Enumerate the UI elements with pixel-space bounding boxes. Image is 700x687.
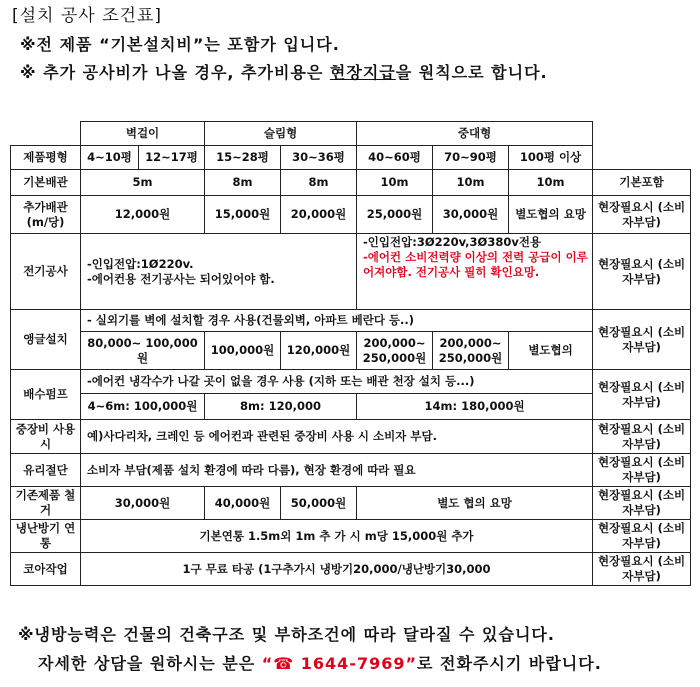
angle-cell: 120,000원 (281, 332, 357, 370)
table-row-angle-prices (11, 332, 691, 370)
angle-cell: 200,000~ 250,000원 (433, 332, 509, 370)
electric-warning: -에어컨 소비전력량 이상의 전력 공급이 이루어져야함. 전기공사 필히 확인요망. (363, 250, 588, 279)
model-note-blank (593, 146, 691, 170)
note-extra-cost-prefix: ※ 추가 공사비가 나올 경우, 추가비용은 (20, 63, 330, 82)
row-label-heavy: 중장비 사용시 (11, 420, 81, 454)
row-label-glass: 유리절단 (11, 454, 81, 487)
model-cell: 100평 이상 (509, 146, 593, 170)
extra-pipe-cell: 15,000원 (205, 196, 281, 234)
removal-cell: 30,000원 (81, 487, 205, 520)
row-label-electric: 전기공사 (11, 234, 81, 310)
page-title: [설치 공사 조건표] (12, 6, 163, 26)
table-header-row (11, 122, 691, 146)
table-row-electric (11, 234, 691, 310)
pipe-cell: 10m (357, 170, 433, 196)
ac-heat-desc: 기본연통 1.5m외 1m 추 가 시 m당 15,000원 추가 (81, 520, 593, 553)
row-label-removal: 기존제품 철거 (11, 487, 81, 520)
footer-capacity-note: ※냉방능력은 건물의 건축구조 및 부하조건에 따라 달라질 수 있습니다. (18, 625, 555, 644)
table-row-ac-heat (11, 520, 691, 553)
note-onsite-payment: 현장지급 (329, 63, 396, 82)
electric-single-line1: -인입전압:1Ø220v. (87, 256, 194, 271)
model-cell: 4~10평 (81, 146, 139, 170)
electric-three-phase (357, 234, 593, 310)
table-row-heavy (11, 420, 691, 454)
pump-cell: 8m: 120,000 (205, 394, 357, 420)
removal-cell: 40,000원 (205, 487, 281, 520)
table-row-model (11, 146, 691, 170)
row-label-model: 제품평형 (11, 146, 81, 170)
extra-pipe-cell: 20,000원 (281, 196, 357, 234)
group-wall-mount: 벽걸이 (81, 122, 205, 146)
footer-contact (38, 653, 602, 675)
note-extra-cost (20, 62, 548, 84)
pump-desc: -에어컨 냉각수가 나갈 곳이 없을 경우 사용 (지하 또는 배관 천장 설치 등...) (81, 370, 593, 394)
table-row-pipe (11, 170, 691, 196)
table-row-core (11, 553, 691, 586)
extra-pipe-cell: 별도협의 요망 (509, 196, 593, 234)
removal-cell: 50,000원 (281, 487, 357, 520)
table-row-extra-pipe (11, 196, 691, 234)
pipe-cell: 5m (81, 170, 205, 196)
row-label-angle: 앵글설치 (11, 310, 81, 370)
row-label-pipe: 기본배관 (11, 170, 81, 196)
model-cell: 12~17평 (139, 146, 205, 170)
pipe-note: 기본포함 (593, 170, 691, 196)
extra-pipe-note: 현장필요시 (소비자부담) (593, 196, 691, 234)
removal-cell: 별도 협의 요망 (357, 487, 593, 520)
extra-pipe-cell: 12,000원 (81, 196, 205, 234)
row-label-ac-heat: 냉난방기 연통 (11, 520, 81, 553)
row-label-extra-pipe: 추가배관 (m/당) (11, 196, 81, 234)
pump-cell: 4~6m: 100,000원 (81, 394, 205, 420)
removal-note: 현장필요시 (소비자부담) (593, 487, 691, 520)
table-row-removal (11, 487, 691, 520)
footer-contact-prefix: 자세한 상담을 원하시는 분은 (38, 654, 262, 673)
ac-heat-note: 현장필요시 (소비자부담) (593, 520, 691, 553)
pump-note: 현장필요시 (소비자부담) (593, 370, 691, 420)
glass-note: 현장필요시 (소비자부담) (593, 454, 691, 487)
electric-single-line2: -에어컨용 전기공사는 되어있어야 함. (87, 271, 275, 286)
model-cell: 40~60평 (357, 146, 433, 170)
table-row-pump-prices (11, 394, 691, 420)
angle-note: 현장필요시 (소비자부담) (593, 310, 691, 370)
heavy-desc: 예)사다리차, 크레인 등 에어컨과 관련된 중장비 사용 시 소비자 부담. (81, 420, 593, 454)
angle-cell: 200,000~ 250,000원 (357, 332, 433, 370)
phone-number[interactable]: “☎ 1644-7969” (261, 654, 417, 673)
core-desc: 1구 무료 타공 (1구추가시 냉방기20,000/냉난방기30,000 (81, 553, 593, 586)
table-row-pump-desc (11, 370, 691, 394)
angle-desc: - 실외기를 벽에 설치할 경우 사용(건물외벽, 아파트 베란다 등..) (81, 310, 593, 332)
heavy-note: 현장필요시 (소비자부담) (593, 420, 691, 454)
row-label-pump: 배수펌프 (11, 370, 81, 420)
pipe-cell: 10m (433, 170, 509, 196)
note-basic-install: ※전 제품 “기본설치비”는 포함가 입니다. (20, 35, 340, 54)
electric-three-line1: -인입전압:3Ø220v,3Ø380v전용 (363, 235, 542, 249)
extra-pipe-cell: 25,000원 (357, 196, 433, 234)
pump-cell: 14m: 180,000원 (357, 394, 593, 420)
angle-cell: 별도협의 (509, 332, 593, 370)
group-large: 중대형 (357, 122, 593, 146)
model-cell: 15~28평 (205, 146, 281, 170)
header-blank (11, 122, 81, 146)
electric-note: 현장필요시 (소비자부담) (593, 234, 691, 310)
extra-pipe-cell: 30,000원 (433, 196, 509, 234)
electric-single-phase (81, 234, 357, 310)
note-extra-cost-suffix: 을 원칙으로 합니다. (395, 63, 548, 82)
pipe-cell: 8m (281, 170, 357, 196)
model-cell: 30~36평 (281, 146, 357, 170)
group-slim: 슬림형 (205, 122, 357, 146)
footer-contact-suffix: 로 전화주시기 바랍니다. (417, 654, 602, 673)
glass-desc: 소비자 부담(제품 설치 환경에 따라 다름), 현장 환경에 따라 필요 (81, 454, 593, 487)
table-row-angle-desc (11, 310, 691, 332)
installation-conditions-table (10, 121, 691, 586)
angle-cell: 80,000~ 100,000원 (81, 332, 205, 370)
row-label-core: 코아작업 (11, 553, 81, 586)
core-note: 현장필요시 (소비자부담) (593, 553, 691, 586)
table-row-glass (11, 454, 691, 487)
angle-cell: 100,000원 (205, 332, 281, 370)
pipe-cell: 10m (509, 170, 593, 196)
header-note-blank (593, 122, 691, 146)
pipe-cell: 8m (205, 170, 281, 196)
model-cell: 70~90평 (433, 146, 509, 170)
